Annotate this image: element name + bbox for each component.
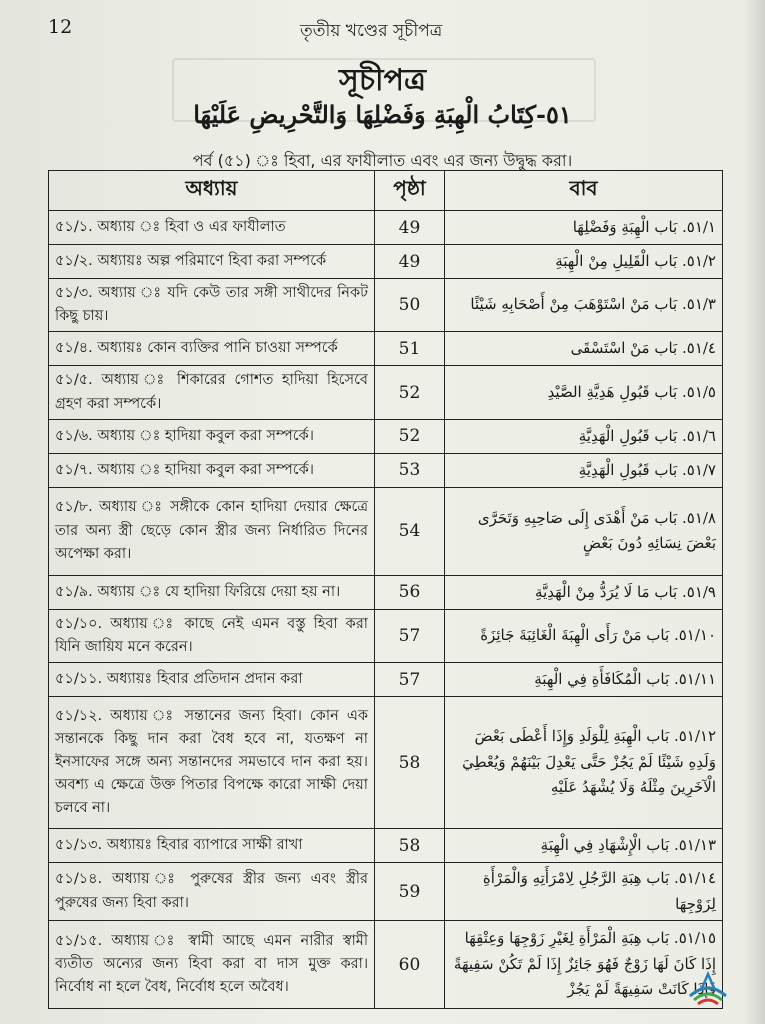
toc-row — [49, 487, 723, 575]
toc-table — [48, 170, 723, 1009]
bab-cell: ٥١/٧. بَاب قَبُولِ الْهَدِيَّةِ — [445, 453, 723, 487]
page-number: 12 — [48, 16, 73, 38]
header-bab: বাব — [445, 171, 723, 211]
toc-row — [49, 663, 723, 697]
chapter-cell: ৫১/৪. অধ্যায়ঃ কোন ব্যক্তির পানি চাওয়া সম্পর্কে — [49, 332, 375, 366]
page-cell: 58 — [375, 697, 445, 829]
section-title-arabic: ٥١-كِتَابُ الْهِبَةِ وَفَضْلِهَا وَالتَّحْرِيضِ عَلَيْهَا — [193, 100, 572, 129]
toc-header-row — [49, 171, 723, 211]
chapter-cell: ৫১/৬. অধ্যায় ঃ হাদিয়া কবুল করা সম্পর্কে। — [49, 419, 375, 453]
toc-row — [49, 419, 723, 453]
toc-row — [49, 921, 723, 1009]
page-cell: 58 — [375, 829, 445, 863]
toc-row — [49, 245, 723, 279]
section-title-bengali: পর্ব (৫১) ঃ হিবা, এর ফাযীলাত এবং এর জন্য উদ্বুদ্ধ করা। — [192, 151, 573, 170]
toc-body — [49, 211, 723, 1009]
toc-row — [49, 332, 723, 366]
page-cell: 53 — [375, 453, 445, 487]
page-cell: 52 — [375, 366, 445, 419]
running-header: তৃতীয় খণ্ডের সূচীপত্র — [300, 21, 443, 41]
bab-cell: ٥١/٤. بَاب مَنْ اسْتَسْقَى — [445, 332, 723, 366]
toc-row — [49, 366, 723, 419]
page-cell: 54 — [375, 487, 445, 575]
bab-cell: ٥١/٦. بَاب قَبُولِ الْهَدِيَّةِ — [445, 419, 723, 453]
page-cell: 60 — [375, 921, 445, 1009]
bab-cell: ٥١/٣. بَاب مَنْ اسْتَوْهَبَ مِنْ أَصْحَابِهِ شَيْئًا — [445, 279, 723, 332]
chapter-cell: ৫১/১৪. অধ্যায় ঃ পুরুষের স্ত্রীর জন্য এবং স্ত্রীর পুরুষের জন্য হিবা করা। — [49, 863, 375, 921]
page-cell: 57 — [375, 609, 445, 662]
bab-cell: ٥١/٨. بَاب مَنْ أَهْدَى إِلَى صَاحِبِهِ وَتَحَرَّى بَعْضَ نِسَائِهِ دُونَ بَعْضٍ — [445, 487, 723, 575]
page-cell: 49 — [375, 211, 445, 245]
bab-cell: ٥١/١١. بَاب الْمُكَافَأَةِ فِي الْهِبَةِ — [445, 663, 723, 697]
page-cell: 52 — [375, 419, 445, 453]
chapter-cell: ৫১/১১. অধ্যায়ঃ হিবার প্রতিদান প্রদান করা — [49, 663, 375, 697]
bab-cell: ٥١/٢. بَاب الْقَلِيلِ مِنْ الْهِبَةِ — [445, 245, 723, 279]
chapter-cell: ৫১/৩. অধ্যায় ঃ যদি কেউ তার সঙ্গী সাথীদের নিকট কিছু চায়। — [49, 279, 375, 332]
bab-cell: ٥١/١٥. بَاب هِبَةِ الْمَرْأَةِ لِغَيْرِ زَوْجِهَا وَعِتْقِهَا إِذَا كَانَ لَهَا زَوْجٌ فَهُوَ جَائِزٌ إِذَا لَمْ تَكُنْ سَفِيهَةً فَإِذَا كَانَتْ سَفِيهَةً لَمْ يَجُزْ — [445, 921, 723, 1009]
bab-cell: ٥١/٩. بَاب مَا لَا يُرَدُّ مِنْ الْهَدِيَّةِ — [445, 575, 723, 609]
bab-cell: ٥١/١٤. بَاب هِبَةِ الرَّجُلِ لِامْرَأَتِهِ وَالْمَرْأَةِ لِزَوْجِهَا — [445, 863, 723, 921]
toc-row — [49, 279, 723, 332]
chapter-cell: ৫১/১. অধ্যায় ঃ হিবা ও এর ফাযীলাত — [49, 211, 375, 245]
chapter-cell: ৫১/১৫. অধ্যায় ঃ স্বামী আছে এমন নারীর স্বামী ব্যতীত অন্যের জন্য হিবা করা বা দাস মুক্ত করা। নির্বোধ না হলে বৈধ, নির্বোধ হলে অবৈধ। — [49, 921, 375, 1009]
toc-row — [49, 453, 723, 487]
chapter-cell: ৫১/৯. অধ্যায় ঃ যে হাদিয়া ফিরিয়ে দেয়া হয় না। — [49, 575, 375, 609]
chapter-cell: ৫১/১৩. অধ্যায়ঃ হিবার ব্যাপারে সাক্ষী রাখা — [49, 829, 375, 863]
chapter-cell: ৫১/২. অধ্যায়ঃ অল্প পরিমাণে হিবা করা সম্পর্কে — [49, 245, 375, 279]
page-cell: 51 — [375, 332, 445, 366]
chapter-cell: ৫১/৭. অধ্যায় ঃ হাদিয়া কবুল করা সম্পর্কে। — [49, 453, 375, 487]
header-chapter: অধ্যায় — [49, 171, 375, 211]
chapter-cell: ৫১/৮. অধ্যায় ঃ সঙ্গীকে কোন হাদিয়া দেয়ার ক্ষেত্রে তার অন্য স্ত্রী ছেড়ে কোন স্ত্রীর জন্য নির্ধারিত দিনের অপেক্ষা করা। — [49, 487, 375, 575]
toc-row — [49, 863, 723, 921]
page-title: সূচীপত্র — [339, 63, 426, 98]
bab-cell: ٥١/٥. بَاب قَبُولِ هَدِيَّةِ الصَّيْدِ — [445, 366, 723, 419]
bab-cell: ٥١/١٢. بَاب الْهِبَةِ لِلْوَلَدِ وَإِذَا أَعْطَى بَعْضَ وَلَدِهِ شَيْئًا لَمْ يَجُزْ حَتَّى يَعْدِلَ بَيْنَهُمْ وَيُعْطِيَ الْآخَرِينَ مِثْلَهُ وَلَا يُشْهَدُ عَلَيْهِ — [445, 697, 723, 829]
toc-row — [49, 609, 723, 662]
page-cell: 56 — [375, 575, 445, 609]
chapter-cell: ৫১/৫. অধ্যায় ঃ শিকারের গোশত হাদিয়া হিসেবে গ্রহণ করা সম্পর্কে। — [49, 366, 375, 419]
bab-cell: ٥١/١٣. بَاب الْإِشْهَادِ فِي الْهِبَةِ — [445, 829, 723, 863]
page-cell: 57 — [375, 663, 445, 697]
toc-row — [49, 575, 723, 609]
bab-cell: ٥١/١٠. بَاب مَنْ رَأَى الْهِبَةَ الْغَائِبَةَ جَائِزَةً — [445, 609, 723, 662]
bab-cell: ٥١/١. بَاب الْهِبَةِ وَفَضْلِهَا — [445, 211, 723, 245]
toc-row — [49, 829, 723, 863]
page-cell: 59 — [375, 863, 445, 921]
chapter-cell: ৫১/১২. অধ্যায় ঃ সন্তানের জন্য হিবা। কোন এক সন্তানকে কিছু দান করা বৈধ হবে না, যতক্ষণ না ইনসাফের সঙ্গে অন্য সন্তানদের সমভাবে দান করা হয়। অবশ্য এ ক্ষেত্রে উক্ত পিতার বিপক্ষে কারো সাক্ষী দেয়া চলবে না। — [49, 697, 375, 829]
page-cell: 50 — [375, 279, 445, 332]
header-page: পৃষ্ঠা — [375, 171, 445, 211]
publisher-logo — [686, 970, 730, 1010]
page-cell: 49 — [375, 245, 445, 279]
toc-row — [49, 211, 723, 245]
chapter-cell: ৫১/১০. অধ্যায় ঃ কাছে নেই এমন বস্তু হিবা করা যিনি জায়িয মনে করেন। — [49, 609, 375, 662]
toc-row — [49, 697, 723, 829]
